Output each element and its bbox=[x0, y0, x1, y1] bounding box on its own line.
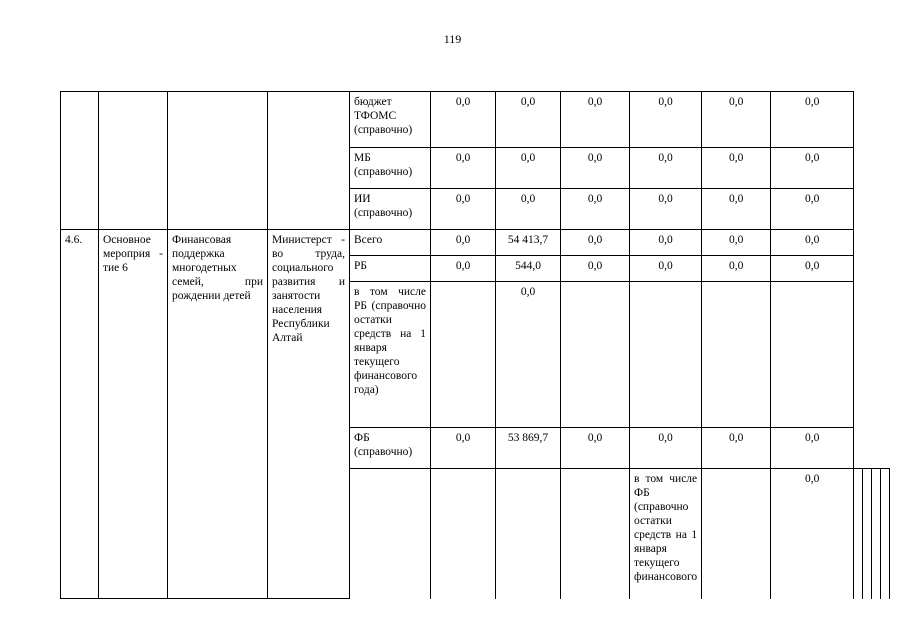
executor-cell: Министерст - во труда, социального развития и занятости населения Республики Алтай bbox=[268, 230, 350, 599]
measure-type-cell: Основное мероприя - тие 6 bbox=[99, 230, 168, 599]
measure-number-cell: 4.6. bbox=[61, 230, 99, 599]
value-cell bbox=[702, 469, 771, 599]
value-cell: 0,0 bbox=[431, 428, 496, 469]
value-cell: 0,0 bbox=[630, 92, 702, 148]
funding-source-cell: в том числе ФБ (справочно остатки средств на 1 января текущего финансового bbox=[630, 469, 702, 599]
page-number: 119 bbox=[443, 32, 462, 46]
value-cell: 0,0 bbox=[771, 469, 854, 599]
value-cell: 0,0 bbox=[771, 256, 854, 282]
value-cell: 0,0 bbox=[702, 148, 771, 189]
value-cell: 0,0 bbox=[496, 189, 561, 230]
table-row bbox=[61, 92, 890, 148]
table-row bbox=[61, 230, 890, 256]
measure-name-cell: Финансовая поддержка многодетных семей, при рождении детей bbox=[168, 230, 268, 599]
value-cell bbox=[863, 469, 872, 599]
name-cell-empty bbox=[496, 469, 561, 599]
value-cell: 0,0 bbox=[561, 148, 630, 189]
value-cell: 0,0 bbox=[630, 428, 702, 469]
type-cell-empty bbox=[99, 92, 168, 230]
value-cell: 0,0 bbox=[561, 230, 630, 256]
value-cell: 0,0 bbox=[702, 92, 771, 148]
value-cell: 53 869,7 bbox=[496, 428, 561, 469]
value-cell: 0,0 bbox=[702, 256, 771, 282]
value-cell: 0,0 bbox=[771, 148, 854, 189]
value-cell: 0,0 bbox=[431, 256, 496, 282]
value-cell: 0,0 bbox=[561, 428, 630, 469]
value-cell: 0,0 bbox=[630, 189, 702, 230]
value-cell: 0,0 bbox=[702, 230, 771, 256]
value-cell: 0,0 bbox=[561, 92, 630, 148]
value-cell: 0,0 bbox=[702, 189, 771, 230]
funding-source-cell: бюджет ТФОМС (справочно) bbox=[350, 92, 431, 148]
value-cell: 0,0 bbox=[431, 230, 496, 256]
number-cell-empty bbox=[61, 92, 99, 230]
executor-cell-empty bbox=[561, 469, 630, 599]
value-cell: 544,0 bbox=[496, 256, 561, 282]
value-cell: 0,0 bbox=[630, 148, 702, 189]
financing-table bbox=[60, 91, 890, 599]
name-cell-empty bbox=[168, 92, 268, 230]
value-cell bbox=[431, 282, 496, 428]
value-cell: 0,0 bbox=[561, 256, 630, 282]
value-cell: 0,0 bbox=[496, 282, 561, 428]
value-cell bbox=[561, 282, 630, 428]
value-cell: 0,0 bbox=[496, 92, 561, 148]
value-cell: 0,0 bbox=[561, 189, 630, 230]
value-cell: 0,0 bbox=[771, 230, 854, 256]
funding-source-cell: ИИ (справочно) bbox=[350, 189, 431, 230]
value-cell: 0,0 bbox=[771, 189, 854, 230]
value-cell bbox=[872, 469, 881, 599]
value-cell: 0,0 bbox=[771, 92, 854, 148]
value-cell: 0,0 bbox=[630, 230, 702, 256]
value-cell: 0,0 bbox=[431, 148, 496, 189]
funding-source-cell: в том числе РБ (справочно остатки средств на 1 января текущего финансового года) bbox=[350, 282, 431, 428]
value-cell bbox=[702, 282, 771, 428]
value-cell bbox=[771, 282, 854, 428]
number-cell-empty bbox=[350, 469, 431, 599]
value-cell: 54 413,7 bbox=[496, 230, 561, 256]
value-cell: 0,0 bbox=[771, 428, 854, 469]
executor-cell-empty bbox=[268, 92, 350, 230]
funding-source-cell: РБ bbox=[350, 256, 431, 282]
value-cell: 0,0 bbox=[702, 428, 771, 469]
value-cell: 0,0 bbox=[431, 189, 496, 230]
funding-source-cell: ФБ (справочно) bbox=[350, 428, 431, 469]
funding-source-cell: МБ (справочно) bbox=[350, 148, 431, 189]
value-cell bbox=[630, 282, 702, 428]
value-cell bbox=[881, 469, 890, 599]
value-cell: 0,0 bbox=[630, 256, 702, 282]
funding-source-cell: Всего bbox=[350, 230, 431, 256]
type-cell-empty bbox=[431, 469, 496, 599]
value-cell: 0,0 bbox=[431, 92, 496, 148]
value-cell bbox=[854, 469, 863, 599]
value-cell: 0,0 bbox=[496, 148, 561, 189]
